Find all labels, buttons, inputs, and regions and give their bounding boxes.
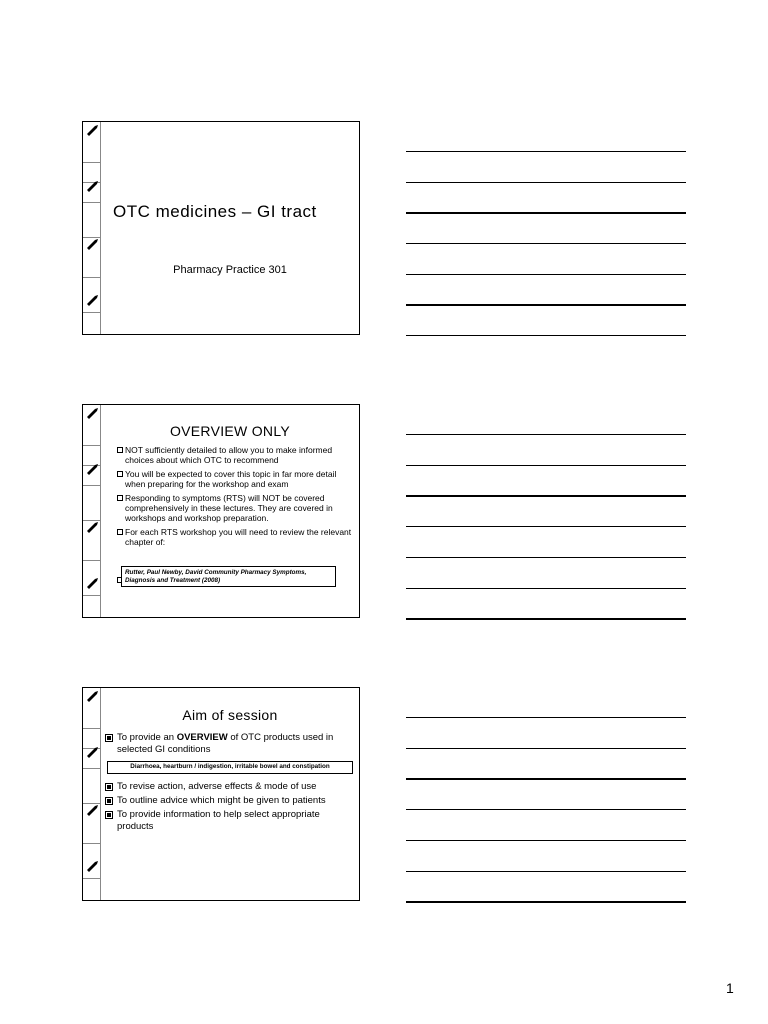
checkbox-bullet-icon — [117, 495, 123, 501]
list-item: To provide information to help select appropriate products — [105, 809, 353, 833]
checkbox-bullet-icon — [105, 797, 113, 805]
slide-2 — [82, 404, 360, 618]
note-line — [406, 618, 686, 620]
page-number: 1 — [726, 980, 734, 996]
slide-subtitle: Pharmacy Practice 301 — [173, 264, 287, 276]
note-line — [406, 901, 686, 903]
pen-icon — [86, 521, 99, 534]
note-line — [406, 495, 686, 497]
note-line — [406, 304, 686, 306]
checkbox-bullet-icon — [117, 471, 123, 477]
list-item: You will be expected to cover this topic in far more detail when preparing for the workshop and exam — [117, 469, 353, 489]
list-item: NOT sufficiently detailed to allow you to make informed choices about which OTC to recommend — [117, 445, 353, 465]
list-item: Responding to symptoms (RTS) will NOT be covered comprehensively in these lectures. They are covered in workshops and workshop preparation. — [117, 493, 353, 523]
pen-icon — [86, 860, 99, 873]
note-line — [406, 151, 686, 152]
list-item: For each RTS workshop you will need to review the relevant chapter of: — [117, 527, 353, 547]
checkbox-bullet-icon — [117, 529, 123, 535]
reference-box: Rutter, Paul Newby, David Community Pharmacy Symptoms, Diagnosis and Treatment (2008) — [121, 566, 336, 587]
slide-title: OTC medicines – GI tract — [113, 202, 317, 221]
note-line — [406, 871, 686, 872]
slide-title: Aim of session — [182, 707, 278, 723]
list-item: To provide an OVERVIEW of OTC products used in selected GI conditions — [105, 732, 353, 756]
pen-icon — [86, 463, 99, 476]
pen-icon — [86, 180, 99, 193]
note-line — [406, 182, 686, 183]
note-line — [406, 809, 686, 810]
pen-icon — [86, 124, 99, 137]
note-line — [406, 243, 686, 244]
pen-icon — [86, 804, 99, 817]
pen-icon — [86, 690, 99, 703]
note-line — [406, 465, 686, 466]
checkbox-bullet-icon — [105, 783, 113, 791]
list-item: To outline advice which might be given to patients — [105, 795, 353, 807]
pen-icon — [86, 577, 99, 590]
checkbox-bullet-icon — [117, 447, 123, 453]
note-line — [406, 274, 686, 275]
slide-3 — [82, 687, 360, 901]
note-line — [406, 434, 686, 435]
note-line — [406, 335, 686, 336]
checkbox-bullet-icon — [105, 734, 113, 742]
pen-icon — [86, 407, 99, 420]
pen-icon — [86, 746, 99, 759]
slide-margin-strip — [83, 122, 101, 334]
slide-1 — [82, 121, 360, 335]
bullet-list — [117, 445, 353, 551]
note-line — [406, 588, 686, 589]
slide-title: OVERVIEW ONLY — [169, 423, 291, 439]
slide-margin-strip — [83, 688, 101, 900]
checkbox-bullet-icon — [105, 811, 113, 819]
pen-icon — [86, 238, 99, 251]
note-line — [406, 717, 686, 718]
note-line — [406, 526, 686, 527]
list-item: To revise action, adverse effects & mode of use — [105, 781, 353, 793]
note-line — [406, 748, 686, 749]
bullet-list — [105, 781, 353, 835]
note-line — [406, 212, 686, 214]
note-line — [406, 557, 686, 558]
bullet-list — [105, 732, 353, 758]
pen-icon — [86, 294, 99, 307]
note-line — [406, 778, 686, 780]
note-line — [406, 840, 686, 841]
conditions-box: Diarrhoea, heartburn / indigestion, irritable bowel and constipation — [107, 761, 353, 774]
slide-margin-strip — [83, 405, 101, 617]
